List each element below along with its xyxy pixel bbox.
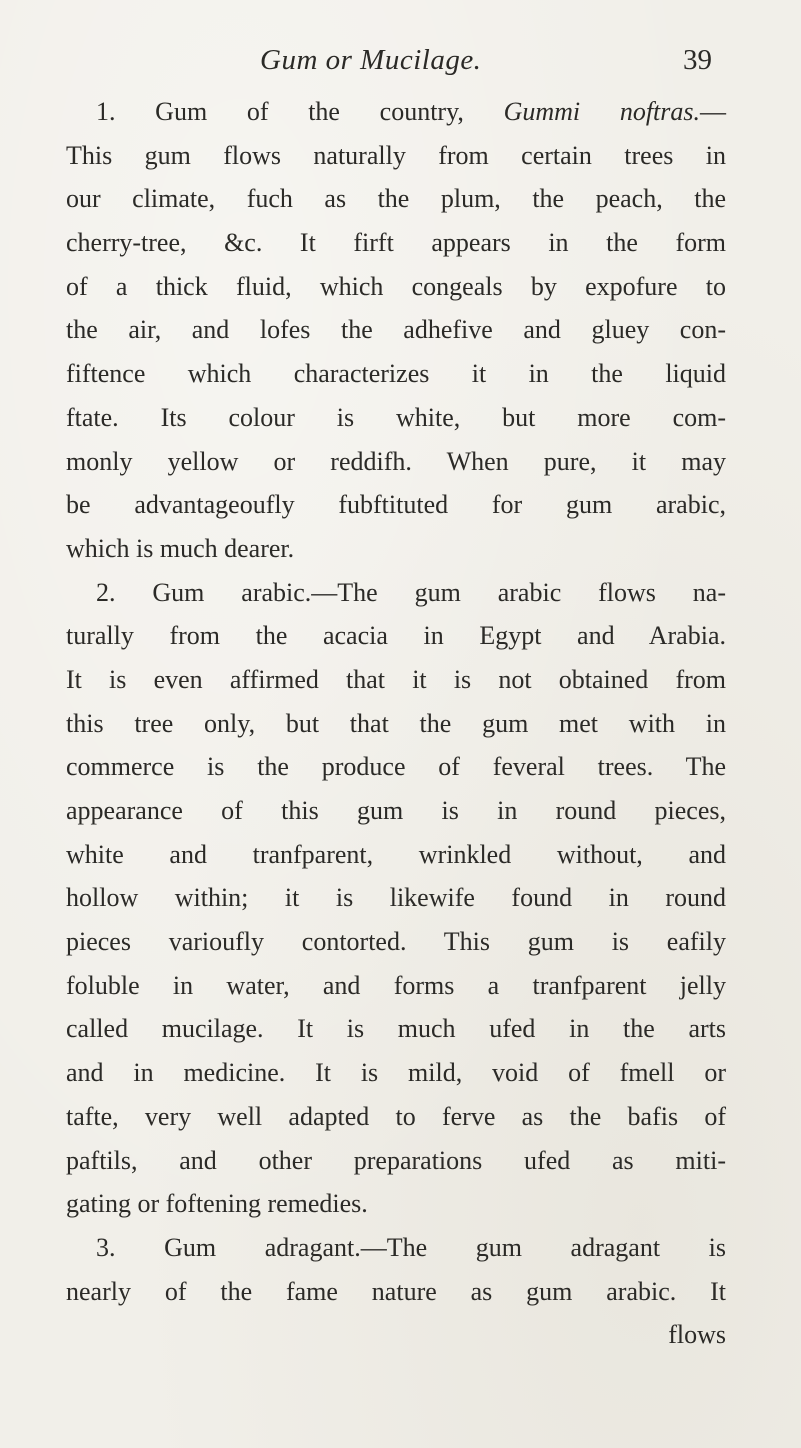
text-line: 2. Gum arabic.—The gum arabic flows na-	[96, 577, 726, 607]
text-line: pieces varioufly contorted. This gum is eafily	[66, 927, 726, 957]
text-line: called mucilage. It is much ufed in the arts	[66, 1014, 726, 1044]
text-line: be advantageoufly fubftituted for gum arabic,	[66, 490, 726, 520]
text-line: white and tranfparent, wrinkled without, and	[66, 839, 726, 869]
text-line: turally from the acacia in Egypt and Arabia.	[66, 621, 726, 651]
text-line: which is much dearer.	[66, 533, 295, 563]
body-text	[66, 90, 726, 1357]
text-line: our climate, fuch as the plum, the peach, the	[66, 184, 726, 214]
running-title: Gum or Mucilage.	[260, 44, 482, 76]
text-line: It is even affirmed that it is not obtained from	[66, 664, 726, 694]
text-line: fiftence which characterizes it in the liquid	[66, 359, 726, 389]
text-line: cherry-tree, &c. It firft appears in the form	[66, 228, 726, 258]
text-line: the air, and lofes the adhefive and gluey con-	[66, 315, 726, 345]
text-line: hollow within; it is likewife found in round	[66, 883, 726, 913]
latin-term: Gummi noftras.	[503, 97, 700, 126]
text-line: appearance of this gum is in round pieces,	[66, 796, 726, 825]
text-line: commerce is the produce of feveral trees. The	[66, 752, 726, 782]
text-line: paftils, and other preparations ufed as miti-	[66, 1145, 726, 1175]
text-line: 1. Gum of the country, Gummi noftras.—	[96, 97, 726, 126]
text-line: this tree only, but that the gum met with in	[66, 708, 726, 738]
text-line: of a thick fluid, which congeals by expofure to	[66, 271, 726, 301]
text-line: and in medicine. It is mild, void of fmell or	[66, 1058, 726, 1088]
text-line: This gum flows naturally from certain trees in	[66, 140, 726, 170]
running-head	[250, 44, 720, 84]
text-line: foluble in water, and forms a tranfparent jelly	[66, 970, 726, 1000]
page-number: 39	[683, 44, 712, 76]
text-line: monly yellow or reddifh. When pure, it may	[66, 446, 726, 476]
catchword: flows	[668, 1320, 726, 1350]
text-line: 3. Gum adragant.—The gum adragant is	[96, 1232, 726, 1262]
text-line: gating or foftening remedies.	[66, 1189, 368, 1219]
text-line: nearly of the fame nature as gum arabic. It	[66, 1276, 726, 1306]
text-line: ftate. Its colour is white, but more com-	[66, 402, 726, 432]
text-line: tafte, very well adapted to ferve as the bafis of	[66, 1101, 726, 1131]
